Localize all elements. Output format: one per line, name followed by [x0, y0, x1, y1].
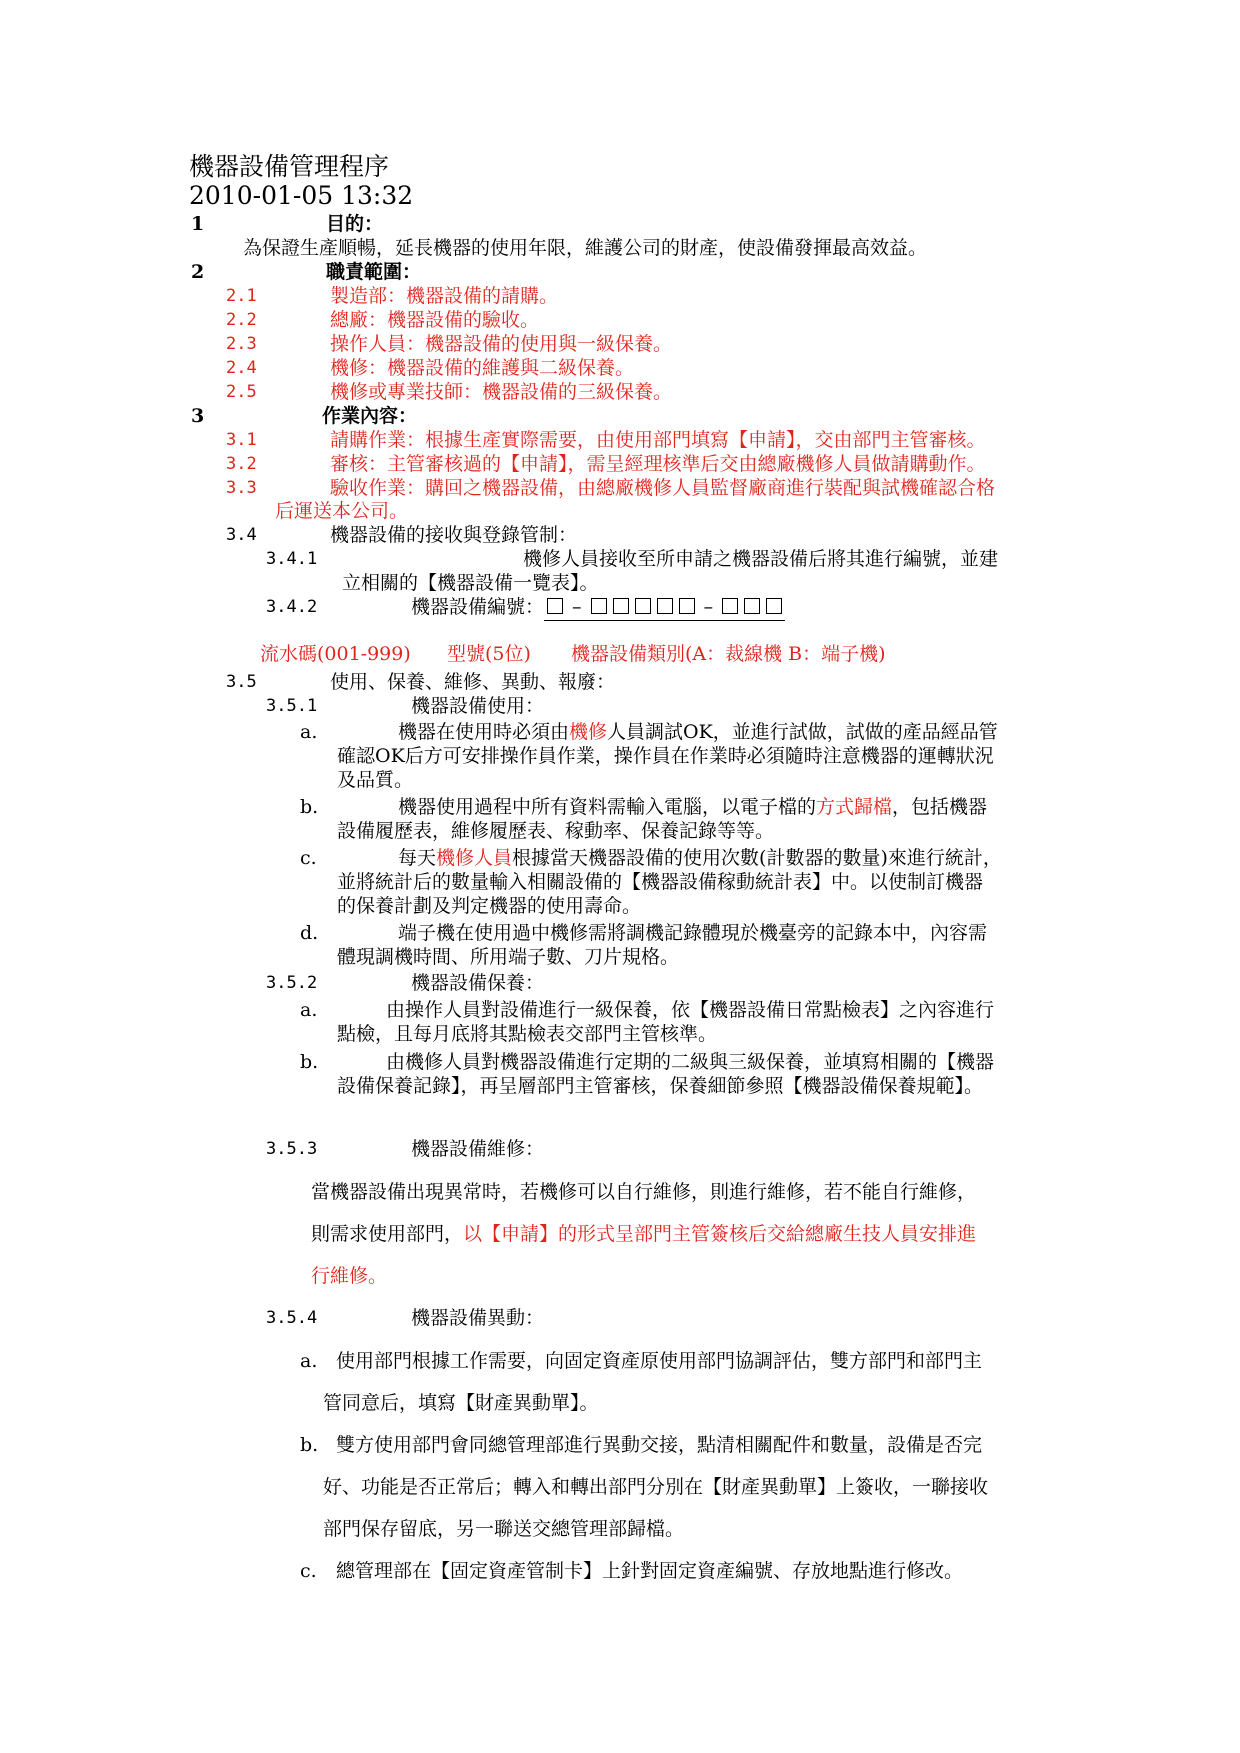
item-2-3-text: 操作人員：機器設備的使用與一級保養。 [330, 333, 673, 355]
highlight-repair-request: 以【申請】的形式呈部門主管簽核后交給總廠生技人員安排進 [463, 1223, 977, 1245]
item-3-1-number: 3.1 [226, 430, 257, 450]
item-3-4-text: 機器設備的接收與登錄管制： [330, 524, 578, 546]
item-3-5-4-b-line1: 雙方使用部門會同總管理部進行異動交接，點清相關配件和數量，設備是否完 [336, 1434, 983, 1456]
item-2-4-number: 2.4 [226, 358, 257, 378]
serial-box-3 [766, 598, 782, 614]
code-legend-model: 型號(5位) [447, 643, 531, 665]
item-3-4-number: 3.4 [226, 525, 257, 545]
serial-box-1 [722, 598, 738, 614]
document-title: 機器設備管理程序 [189, 152, 390, 181]
model-box-5 [679, 598, 695, 614]
code-legend-serial: 流水碼(001-999) [260, 643, 411, 665]
highlight-archive-method: 方式歸檔 [816, 796, 893, 818]
item-3-5-1-d-line2: 體現調機時間、所用端子數、刀片規格。 [337, 946, 680, 968]
item-3-5-2-b-line1: 由機修人員對機器設備進行定期的二級與三級保養，並填寫相關的【機器 [386, 1051, 995, 1073]
item-3-3-number: 3.3 [226, 478, 257, 498]
item-2-1-number: 2.1 [226, 286, 257, 306]
item-3-5-1-number: 3.5.1 [266, 696, 318, 716]
item-3-5-4-number: 3.5.4 [266, 1308, 318, 1328]
item-2-4-text: 機修：機器設備的維護與二級保養。 [330, 357, 635, 379]
code-dash-2: – [697, 596, 720, 618]
section-1-body: 為保證生產順暢，延長機器的使用年限，維護公司的財產，使設備發揮最高效益。 [243, 237, 928, 259]
item-2-5-number: 2.5 [226, 382, 257, 402]
item-3-5-4-b-line2: 好、功能是否正常后；轉入和轉出部門分別在【財產異動單】上簽收，一聯接收 [323, 1476, 989, 1498]
section-2-heading: 職責範圍： [326, 261, 422, 283]
item-3-5-4-a-mark: a. [300, 1350, 318, 1372]
item-3-5-2-title: 機器設備保養： [411, 972, 545, 994]
item-3-5-1-a-line3: 及品質。 [337, 769, 414, 791]
item-3-5-2-a-line2: 點檢，且每月底將其點檢表交部門主管核準。 [337, 1023, 718, 1045]
item-2-2-text: 總廠：機器設備的驗收。 [330, 309, 540, 331]
item-2-1-text: 製造部：機器設備的請購。 [330, 285, 559, 307]
code-legend-category: 機器設備類別(A：裁線機 B：端子機) [571, 643, 886, 665]
item-3-3-text-line1: 驗收作業：購回之機器設備，由總廠機修人員監督廠商進行裝配與試機確認合格 [330, 477, 996, 499]
item-3-5-1-c-line2: 並將統計后的數量輸入相關設備的【機器設備稼動統計表】中。以使制訂機器 [337, 871, 984, 893]
model-box-1 [591, 598, 607, 614]
item-3-1-text: 請購作業：根據生產實際需要，由使用部門填寫【申請】，交由部門主管審核。 [330, 429, 986, 451]
section-3-number: 3 [191, 405, 205, 427]
equipment-code-row [411, 595, 785, 621]
item-3-5-4-b-line3: 部門保存留底，另一聯送交總管理部歸檔。 [323, 1518, 685, 1540]
item-3-5-1-d-line1: 端子機在使用過中機修需將調機記錄體現於機臺旁的記錄本中，內容需 [398, 922, 988, 944]
item-3-5-1-b-line2: 設備履歷表，維修履歷表、稼動率、保養記錄等等。 [337, 820, 775, 842]
item-3-5-3-line1: 當機器設備出現異常時，若機修可以自行維修，則進行維修，若不能自行維修， [311, 1181, 977, 1203]
item-3-5-2-b-mark: b. [300, 1051, 319, 1073]
item-3-5-1-c-mark: c. [300, 847, 317, 869]
serial-box-2 [744, 598, 760, 614]
item-3-5-text: 使用、保養、維修、異動、報廢： [330, 671, 616, 693]
model-box-3 [635, 598, 651, 614]
item-3-4-1-line1: 機修人員接收至所申請之機器設備后將其進行編號，並建 [523, 548, 999, 570]
item-3-4-1-number: 3.4.1 [266, 549, 318, 569]
item-3-2-number: 3.2 [226, 454, 257, 474]
item-3-5-3-line2: 則需求使用部門，以【申請】的形式呈部門主管簽核后交給總廠生技人員安排進 [311, 1223, 977, 1245]
item-3-5-1-b-line1: 機器使用過程中所有資料需輸入電腦，以電子檔的方式歸檔，包括機器 [398, 796, 988, 818]
section-1-number: 1 [191, 213, 205, 235]
item-3-5-1-title: 機器設備使用： [411, 695, 545, 717]
item-3-5-number: 3.5 [226, 672, 257, 692]
item-3-5-3-line3: 行維修。 [311, 1265, 388, 1287]
section-2-number: 2 [191, 261, 205, 283]
item-2-5-text: 機修或專業技師：機器設備的三級保養。 [330, 381, 673, 403]
item-3-2-text: 審核：主管審核過的【申請】，需呈經理核準后交由總廠機修人員做請購動作。 [330, 453, 986, 475]
item-2-3-number: 2.3 [226, 334, 257, 354]
item-3-5-1-a-mark: a. [300, 721, 318, 743]
item-3-5-3-number: 3.5.3 [266, 1139, 318, 1159]
item-3-4-1-line2: 立相關的【機器設備一覽表】。 [342, 572, 599, 594]
item-3-5-4-c-line1: 總管理部在【固定資產管制卡】上針對固定資產編號、存放地點進行修改。 [336, 1560, 964, 1582]
item-3-5-1-a-line1: 機器在使用時必須由機修人員調試OK，並進行試做，試做的產品經品管 [398, 721, 998, 743]
equipment-code-label: 機器設備編號： [411, 596, 545, 618]
item-3-5-1-a-line2: 確認OK后方可安排操作員作業，操作員在作業時必須隨時注意機器的運轉狀況 [337, 745, 994, 767]
item-3-5-4-a-line1: 使用部門根據工作需要，向固定資產原使用部門協調評估，雙方部門和部門主 [336, 1350, 983, 1372]
item-3-5-4-b-mark: b. [300, 1434, 319, 1456]
code-dash-1: – [566, 596, 588, 618]
item-3-4-2-number: 3.4.2 [266, 597, 318, 617]
item-3-3-text-line2: 后運送本公司。 [275, 500, 409, 522]
item-3-5-2-number: 3.5.2 [266, 973, 318, 993]
item-3-5-2-a-mark: a. [300, 999, 318, 1021]
model-box-2 [613, 598, 629, 614]
section-3-heading: 作業內容： [322, 405, 418, 427]
model-box-4 [657, 598, 673, 614]
item-3-5-4-a-line2: 管同意后，填寫【財產異動單】。 [323, 1392, 599, 1414]
section-1-heading: 目的： [326, 213, 384, 235]
highlight-mechanic-staff: 機修人員 [436, 847, 513, 869]
document-datetime: 2010-01-05 13:32 [189, 181, 414, 210]
item-3-5-1-b-mark: b. [300, 796, 319, 818]
category-box [547, 598, 563, 614]
item-3-5-1-c-line3: 的保養計劃及判定機器的使用壽命。 [337, 895, 642, 917]
equipment-code-format [544, 595, 785, 621]
item-3-5-2-a-line1: 由操作人員對設備進行一級保養，依【機器設備日常點檢表】之內容進行 [386, 999, 995, 1021]
item-3-5-2-b-line2: 設備保養記錄】，再呈層部門主管審核，保養細節參照【機器設備保養規範】。 [337, 1075, 984, 1097]
item-3-5-4-title: 機器設備異動： [411, 1307, 545, 1329]
item-2-2-number: 2.2 [226, 310, 257, 330]
item-3-5-3-title: 機器設備維修： [411, 1138, 545, 1160]
item-3-5-1-d-mark: d. [300, 922, 319, 944]
highlight-mechanic: 機修 [569, 721, 608, 743]
item-3-5-4-c-mark: c. [300, 1560, 317, 1582]
item-3-5-1-c-line1: 每天機修人員根據當天機器設備的使用次數(計數器的數量)來進行統計， [398, 847, 1002, 869]
